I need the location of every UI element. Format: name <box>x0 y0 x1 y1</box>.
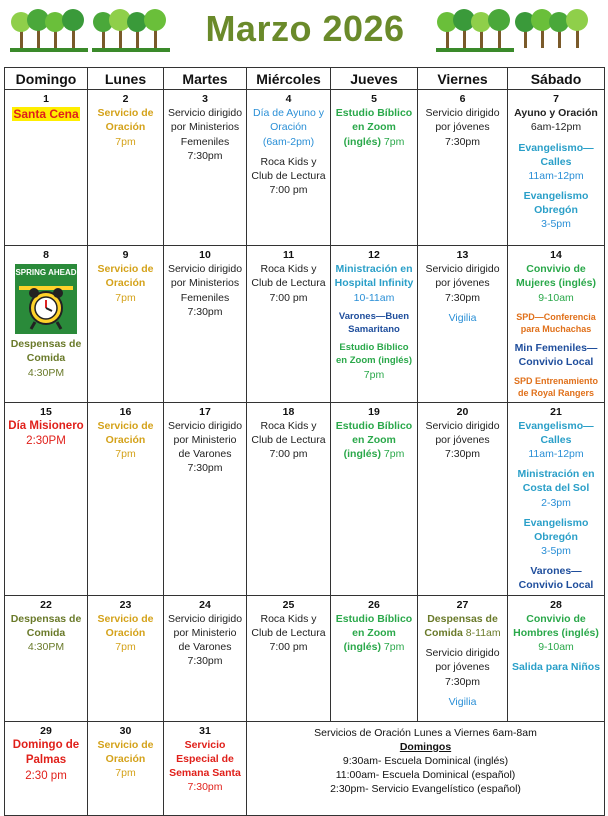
day-cell <box>418 595 508 721</box>
day-cell <box>5 721 88 815</box>
day-number: 31 <box>199 724 211 737</box>
event-label: Evangelismo Obregón <box>523 190 589 217</box>
day-number: 28 <box>550 598 562 611</box>
event-label: Día de Ayuno y Oración <box>252 107 325 134</box>
day-number: 22 <box>40 598 52 611</box>
day-cell <box>247 90 331 246</box>
day-number: 6 <box>459 93 466 105</box>
event-label: Servicio de Oración <box>97 107 154 134</box>
weekday-header: Viernes <box>418 68 508 90</box>
event-time: 3-5pm <box>541 218 571 231</box>
event-time: 7:30pm <box>187 781 223 794</box>
event-label: Evangelismo—Calles <box>518 419 594 446</box>
week-row <box>5 246 605 403</box>
weekday-header: Lunes <box>88 68 164 90</box>
event-label: Estudio Bíblico en Zoom (inglés) 7pm <box>335 419 413 461</box>
day-number: 7 <box>553 93 559 105</box>
event-time: 7pm <box>115 135 136 148</box>
day-number: 14 <box>550 249 562 261</box>
event-label: Roca Kids y Club de Lectura <box>251 263 326 290</box>
day-number: 2 <box>122 93 129 105</box>
weekday-header: Sábado <box>508 68 605 90</box>
trees-icon <box>436 4 514 52</box>
day-cell <box>88 90 164 246</box>
event-time: 7pm <box>115 291 136 304</box>
event-label: Min Femeniles—Convivio Local <box>514 341 598 369</box>
event-label: Ayuno y Oración <box>514 107 598 120</box>
notes-cell <box>247 721 605 815</box>
event-time: (6am-2pm) <box>262 135 315 148</box>
event-label: Varones—Buen Samaritano <box>338 310 410 335</box>
day-number: 26 <box>368 598 380 611</box>
day-cell <box>508 246 605 403</box>
day-cell <box>331 595 418 721</box>
event-label: Servicio dirigido por jóvenes <box>425 419 500 446</box>
notes-line: Servicios de Oración Lunes a Viernes 6am-8am <box>314 726 537 739</box>
day-cell <box>88 246 164 403</box>
week-row <box>5 595 605 721</box>
week-row <box>5 90 605 246</box>
day-cell <box>88 595 164 721</box>
event-label: Servicio dirigido por jóvenes <box>425 263 500 290</box>
event-time: 4:30PM <box>27 641 65 654</box>
event-time: 7pm <box>115 641 136 654</box>
event-time: 7pm <box>115 448 136 461</box>
trees-icon <box>514 4 592 52</box>
event-label: Despensas de Comida 8-11am <box>424 612 501 639</box>
day-cell <box>418 402 508 595</box>
event-time: 7:00 pm <box>269 641 308 654</box>
day-cell <box>331 402 418 595</box>
event-time: 7:30pm <box>444 448 481 461</box>
event-label: Roca Kids y Club de Lectura <box>251 419 326 446</box>
weekday-header: Miércoles <box>247 68 331 90</box>
event-label: Estudio Bíblico en Zoom (inglés) <box>336 342 412 367</box>
day-number: 30 <box>119 724 132 737</box>
day-cell <box>508 595 605 721</box>
day-cell <box>5 402 88 595</box>
event-time: 4:30PM <box>27 366 65 379</box>
day-number: 15 <box>40 405 52 418</box>
day-number: 29 <box>40 724 52 737</box>
event-label: Roca Kids y Club de Lectura <box>251 612 326 639</box>
day-number: 1 <box>43 93 49 105</box>
event-label: Servicio de Oración <box>97 738 154 765</box>
day-number: 25 <box>282 598 295 611</box>
event-label: Servicio dirigido por Ministerio de Varones <box>167 419 243 461</box>
event-label: Santa Cena <box>13 107 79 122</box>
day-number: 9 <box>122 249 129 261</box>
day-number: 13 <box>456 249 469 261</box>
notes-line: 9:30am- Escuela Dominical (inglés) <box>342 755 509 767</box>
event-time: 11am-12pm <box>528 169 584 182</box>
day-number: 5 <box>371 93 377 105</box>
weekday-header-row <box>5 68 605 90</box>
weekday-header: Jueves <box>331 68 418 90</box>
day-cell <box>164 246 247 403</box>
svg-text:SPRING AHEAD: SPRING AHEAD <box>15 268 77 278</box>
event-time: 7:30pm <box>187 462 223 475</box>
event-label: Servicio dirigido por Ministerios Femeniles <box>167 263 243 304</box>
event-label: Servicio Especial de Semana Santa <box>169 738 241 780</box>
event-time: 7:30pm <box>444 135 481 148</box>
event-time: 10-11am <box>353 291 395 304</box>
day-cell <box>88 721 164 815</box>
event-label: Ministración en Costa del Sol <box>517 468 595 495</box>
day-number: 11 <box>282 249 295 261</box>
trees-icon <box>92 4 170 52</box>
day-number: 18 <box>282 405 295 418</box>
spring-ahead-clock-icon <box>15 264 77 334</box>
day-number: 19 <box>368 405 380 418</box>
event-time: 2:30PM <box>26 435 66 448</box>
event-time: 7:00 pm <box>269 184 308 197</box>
day-number: 8 <box>43 249 49 261</box>
day-number: 21 <box>550 405 562 418</box>
event-label: Día Misionero <box>8 419 84 432</box>
event-label: Evangelismo—Calles <box>518 141 594 168</box>
event-time: 3-5pm <box>541 545 571 558</box>
event-label: Servicio dirigido por Ministerio de Varones <box>167 612 243 654</box>
day-number: 23 <box>119 598 132 611</box>
event-time: 9-10am <box>538 641 574 654</box>
notes-line: 11:00am- Escuela Dominical (español) <box>335 769 516 782</box>
event-time: 7:30pm <box>187 305 223 318</box>
day-number: 27 <box>456 598 469 611</box>
event-label: Ministración en Hospital Infinity <box>334 263 414 290</box>
event-label: Vigilia <box>448 311 477 324</box>
event-label: Servicio de Oración <box>97 263 154 290</box>
page-title: Marzo 2026 <box>205 8 405 49</box>
day-cell <box>5 90 88 246</box>
day-cell <box>164 90 247 246</box>
day-cell <box>5 595 88 721</box>
event-label: Despensas de Comida <box>10 612 82 639</box>
event-time: 7pm <box>115 767 136 780</box>
event-time: 6am-12pm <box>530 121 582 134</box>
event-label: Estudio Bíblico en Zoom (inglés) 7pm <box>335 612 413 654</box>
event-label: SPD Entrenamiento de Royal Rangers <box>513 376 598 399</box>
trees-icon <box>10 4 88 52</box>
event-label: Convivio de Hombres (inglés) <box>513 612 599 639</box>
event-time: 7:00 pm <box>269 291 308 304</box>
weekday-header: Martes <box>164 68 247 90</box>
day-cell <box>5 246 88 403</box>
event-time: 11am-12pm <box>528 448 584 461</box>
day-number: 4 <box>285 93 292 105</box>
day-number: 12 <box>368 249 380 261</box>
event-label: Domingo de Palmas <box>12 738 80 767</box>
day-number: 16 <box>119 405 132 418</box>
event-time: 7:30pm <box>187 655 223 668</box>
day-cell <box>164 721 247 815</box>
weekday-header: Domingo <box>5 68 88 90</box>
week-row <box>5 721 605 815</box>
event-label: Servicio de Oración <box>97 419 154 446</box>
day-cell <box>418 90 508 246</box>
event-label: Convivio de Mujeres (inglés) <box>516 263 596 290</box>
day-number: 20 <box>456 405 469 418</box>
event-time: 2:30 pm <box>25 769 67 782</box>
event-label: Despensas de Comida <box>10 338 82 365</box>
day-cell <box>418 246 508 403</box>
event-label: Servicio dirigido por Ministerios Femeniles <box>167 107 243 148</box>
day-number: 3 <box>202 93 208 105</box>
event-time: 7:30pm <box>444 675 481 688</box>
event-label: Varones—Convivio Local <box>518 565 594 592</box>
week-row <box>5 402 605 595</box>
event-time: 7:30pm <box>187 149 223 162</box>
calendar-table <box>4 67 605 816</box>
day-number: 10 <box>199 249 211 261</box>
day-cell <box>508 402 605 595</box>
event-time: 7:30pm <box>444 291 481 304</box>
event-label: Estudio Bíblico en Zoom (inglés) 7pm <box>335 107 413 148</box>
event-label: Servicio de Oración <box>97 612 154 639</box>
day-cell <box>164 595 247 721</box>
day-cell <box>88 402 164 595</box>
day-cell <box>331 246 418 403</box>
day-cell <box>247 246 331 403</box>
notes-heading: Domingos <box>399 740 452 753</box>
day-number: 17 <box>199 405 211 418</box>
header <box>0 0 608 66</box>
event-label: Evangelismo Obregón <box>523 516 589 543</box>
day-cell <box>508 90 605 246</box>
day-cell <box>247 595 331 721</box>
event-label: Salida para Niños <box>511 661 601 674</box>
event-time: 7:00 pm <box>269 448 308 461</box>
event-time: 7pm <box>363 368 385 381</box>
event-label: Servicio dirigido por jóvenes <box>425 107 500 134</box>
event-label: Roca Kids y Club de Lectura <box>251 155 326 182</box>
event-label: Vigilia <box>448 695 477 708</box>
day-cell <box>247 402 331 595</box>
event-time: 2-3pm <box>541 496 571 509</box>
day-cell <box>164 402 247 595</box>
day-cell <box>331 90 418 246</box>
event-time: 9-10am <box>538 291 574 304</box>
day-number: 24 <box>199 598 211 611</box>
event-label: Servicio dirigido por jóvenes <box>425 647 500 674</box>
notes-line: 2:30pm- Servicio Evangelístico (español) <box>330 783 521 796</box>
event-label: SPD—Conferencia para Muchachas <box>516 311 596 334</box>
